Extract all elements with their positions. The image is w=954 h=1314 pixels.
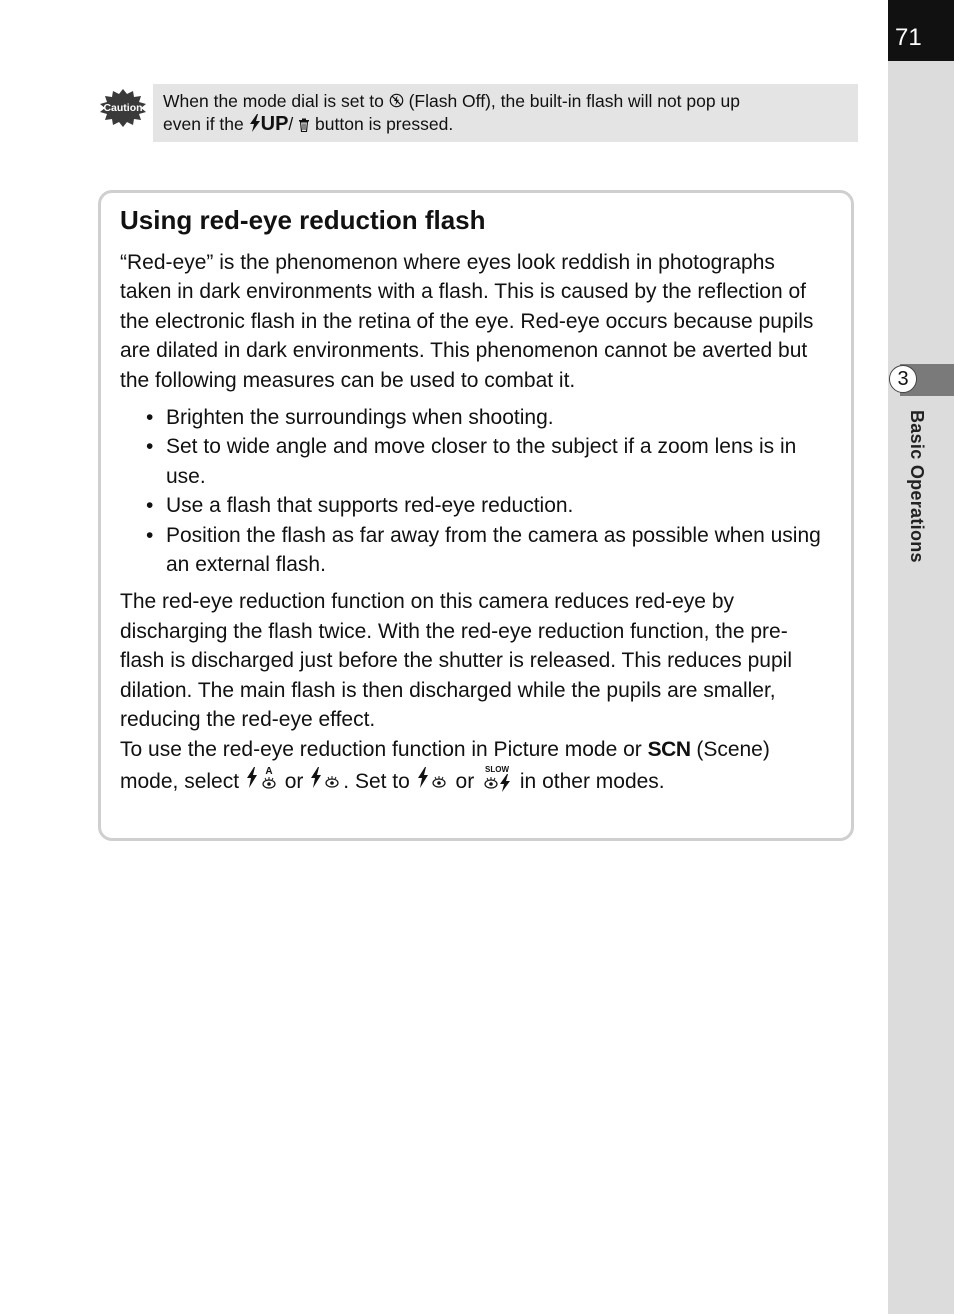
- red-eye-section: [120, 204, 832, 800]
- flash-icon: [249, 114, 261, 137]
- list-item: • Brighten the surroundings when shooting.: [166, 403, 832, 432]
- usage-text-1: To use the red-eye reduction function in Picture mode or: [120, 737, 642, 761]
- scn-mode-icon: SCN: [647, 737, 691, 761]
- side-margin-strip: [888, 0, 954, 1314]
- auto-red-eye-flash-icon: [245, 764, 279, 800]
- slow-label: SLOW: [485, 764, 510, 774]
- usage-text-4: in other modes.: [519, 769, 665, 793]
- red-eye-flash-icon: [416, 765, 450, 799]
- auto-label: A: [265, 765, 273, 777]
- caution-icon-label: Caution: [103, 102, 143, 114]
- list-item: • Position the flash as far away from the camera as possible when using an external flash.: [166, 521, 832, 580]
- measures-list: [120, 403, 832, 579]
- usage-paragraph: [120, 735, 832, 801]
- caution-note: When the mode dial is set to (Flash Off), the built-in flash will not pop up even if the UP/ button is pressed.: [153, 84, 858, 142]
- page-number: 71: [895, 24, 922, 51]
- caution-text-1b: (Flash Off), the built-in flash will not pop up: [408, 91, 740, 111]
- red-eye-flash-icon: [309, 765, 343, 799]
- caution-text-2b: button is pressed.: [315, 114, 454, 135]
- usage-or-2: or: [455, 769, 475, 793]
- intro-paragraph: “Red-eye” is the phenomenon where eyes look reddish in photographs taken in dark environments with a flash. This is caused by the reflection of the electronic flash in the retina of the eye. Red-eye occurs because pupils are dilated in dark environments. This phenomenon cannot be averted but the following measures can be used to combat it.: [120, 251, 814, 392]
- chapter-number: 3: [889, 365, 917, 393]
- list-item: • Use a flash that supports red-eye reduction.: [166, 491, 832, 520]
- chapter-title: Basic Operations: [907, 410, 927, 563]
- list-item: • Set to wide angle and move closer to the subject if a zoom lens is in use.: [166, 432, 832, 491]
- caution-text-2a: even if the: [163, 114, 244, 135]
- caution-icon: [98, 87, 148, 127]
- slow-sync-red-eye-icon: [480, 764, 514, 800]
- flash-up-label: UP: [260, 113, 289, 136]
- function-paragraph: The red-eye reduction function on this camera reduces red-eye by discharging the flash twice. With the red-eye reduction function, the pre-flash is discharged just before the shutter is released. This reduces pupil dilation. The main flash is then discharged while the pupils are smaller, reducing the red-eye effect.: [120, 590, 792, 732]
- flash-off-icon: [389, 91, 404, 113]
- caution-text-1a: When the mode dial is set to: [163, 91, 384, 111]
- usage-or-1: or: [284, 769, 304, 793]
- trash-icon: [298, 115, 310, 137]
- usage-text-3: . Set to: [343, 769, 410, 793]
- usage-text-2: (Scene) mode, select: [120, 737, 770, 793]
- section-heading: Using red-eye reduction flash: [120, 205, 486, 235]
